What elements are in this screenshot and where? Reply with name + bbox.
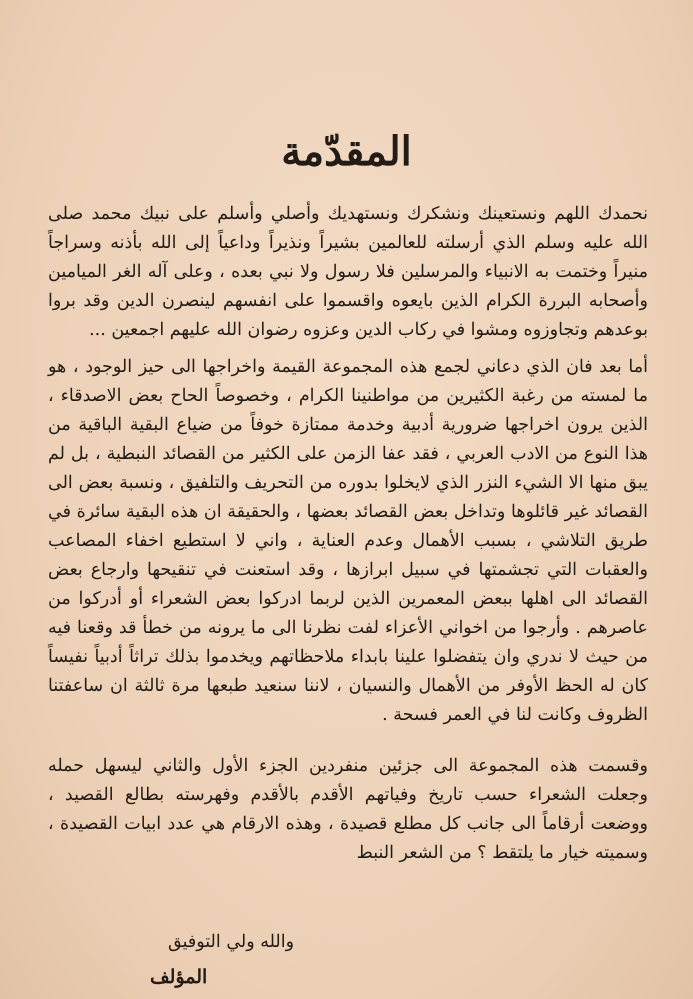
paragraph-division: وقسمت هذه المجموعة الى جزئين منفردين الجزء الأول والثاني ليسهل حمله وجعلت الشعراء حسب تاريخ وفياتهم الأقدم بالأقدم وفهرسته بطالع القصيد ، ووضعت أرقاماً الى جانب كل مطلع قصيدة ، وهذه الارقام هي عدد ابيات القصيدة ، وسميته خيار ما يلتقط ؟ من الشعر النبط: [48, 756, 648, 863]
closing-phrase: والله ولي التوفيق: [168, 932, 295, 952]
body-text: [48, 200, 648, 868]
author-signature: المؤلف: [150, 966, 208, 988]
paragraph-purpose: أما بعد فان الذي دعاني لجمع هذه المجموعة القيمة واخراجها الى حيز الوجود ، هو ما لمسته من رغبة الكثيرين من مواطنينا الكرام ، وخصوصاً الحاح بعض الاصدقاء ، الذين يرون اخراجها ضرورية أدبية وخدمة ممتازة خوفاً من ضياع البقية الباقية من هذا النوع من الادب العربي ، فقد عفا الزمن على الكثير من القصائد النبطية ، بل لم يبق منها الا الشيء النزر الذي لايخلوا بدوره من التحريف والتلفيق ، ونسبة بعض الى القصائد غير قائلوها وتداخل بعض القصائد بعضها ، والحقيقة ان هذه البقية سائرة في طريق التلاشي ، بسبب الأهمال وعدم العناية ، واني لا استطيع اخفاء المصاعب والعقبات التي تجشمتها في سبيل ابرازها ، وقد استعنت في تنقيحها وارجاع بعض القصائد الى اهلها ببعض المعمرين الذين لربما ادركوا بعض الشعراء أو أدركوا من عاصرهم . وأرجوا من اخواني الأعزاء لفت نظرنا الى ما يرونه من خطأ قد وقعنا فيه من حيث لا ندري وان يتفضلوا علينا بابداء ملاحظاتهم ويخدموا بذلك تراثاً أدبياً نفيساً كان له الحظ الأوفر من الأهمال والنسيان ، لاننا سنعيد طبعها مرة ثالثة ان ساعفتنا الظروف وكانت لنا في العمر فسحة .: [48, 357, 648, 725]
page-title: المقدّمة: [281, 128, 412, 175]
paragraph-praise: نحمدك اللهم ونستعينك ونشكرك ونستهديك وأصلي وأسلم على نبيك محمد صلى الله عليه وسلم الذي أرسلته للعالمين بشيراً ونذيراً وداعياً إلى الله بأذنه وسراجاً منيراً وختمت به الانبياء والمرسلين فلا رسول ولا نبي بعده ، وعلى آله الغر الميامين وأصحابه البررة الكرام الذين بايعوه واقسموا على انفسهم لينصرن الدين وقد بروا بوعدهم وتجاوزوه ومشوا في ركاب الدين وعزوه رضوان الله عليهم اجمعين ...: [48, 204, 648, 340]
